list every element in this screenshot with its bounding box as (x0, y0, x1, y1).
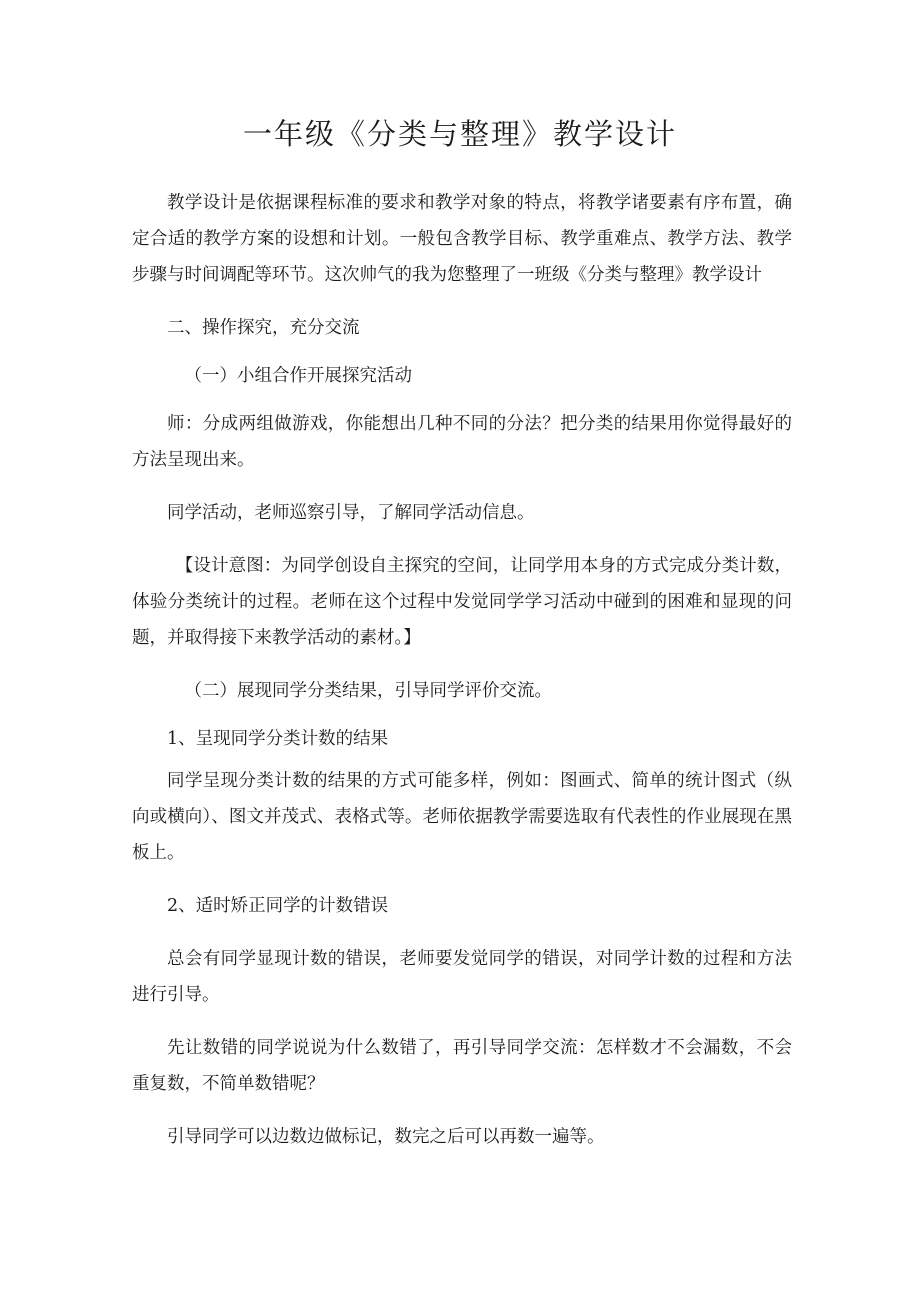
body-paragraph: 同学活动，老师巡察引导，了解同学活动信息。 (167, 503, 535, 523)
section-heading: 二、操作探究，充分交流 (167, 318, 360, 338)
document-title: 一年级《分类与整理》教学设计 (242, 117, 677, 151)
numbered-heading: 2、适时矫正同学的计数错误 (167, 896, 389, 916)
body-paragraph: 总会有同学显现计数的错误，老师要发觉同学的错误，对同学计数的过程和方法进行引导。 (132, 949, 792, 1005)
body-paragraph: 师：分成两组做游戏，你能想出几种不同的分法？把分类的结果用你觉得最好的方法呈现出来。 (132, 414, 792, 470)
subsection-heading: （一）小组合作开展探究活动 (184, 366, 412, 386)
body-paragraph: 同学呈现分类计数的结果的方式可能多样，例如：图画式、简单的统计图式（纵向或横向）、图文并茂式、表格式等。老师依据教学需要选取有代表性的作业展现在黑板上。 (132, 771, 792, 863)
intro-paragraph: 教学设计是依据课程标准的要求和教学对象的特点，将教学诸要素有序布置，确定合适的教学方案的设想和计划。一般包含教学目标、教学重难点、教学方法、教学步骤与时间调配等环节。这次帅气的我为您整理了一班级《分类与整理》教学设计 (132, 193, 792, 285)
body-paragraph: 先让数错的同学说说为什么数错了，再引导同学交流：怎样数才不会漏数，不会重复数，不简单数错呢？ (132, 1038, 792, 1094)
numbered-heading: 1、呈现同学分类计数的结果 (167, 729, 389, 749)
design-intent-paragraph: 【设计意图：为同学创设自主探究的空间，让同学用本身的方式完成分类计数，体验分类统计的过程。老师在这个过程中发觉同学学习活动中碰到的困难和显现的问题，并取得接下来教学活动的素材。】 (132, 556, 792, 648)
body-paragraph: 引导同学可以边数边做标记，数完之后可以再数一遍等。 (167, 1127, 605, 1147)
subsection-heading: （二）展现同学分类结果，引导同学评价交流。 (184, 681, 552, 701)
document-body (132, 185, 792, 1155)
